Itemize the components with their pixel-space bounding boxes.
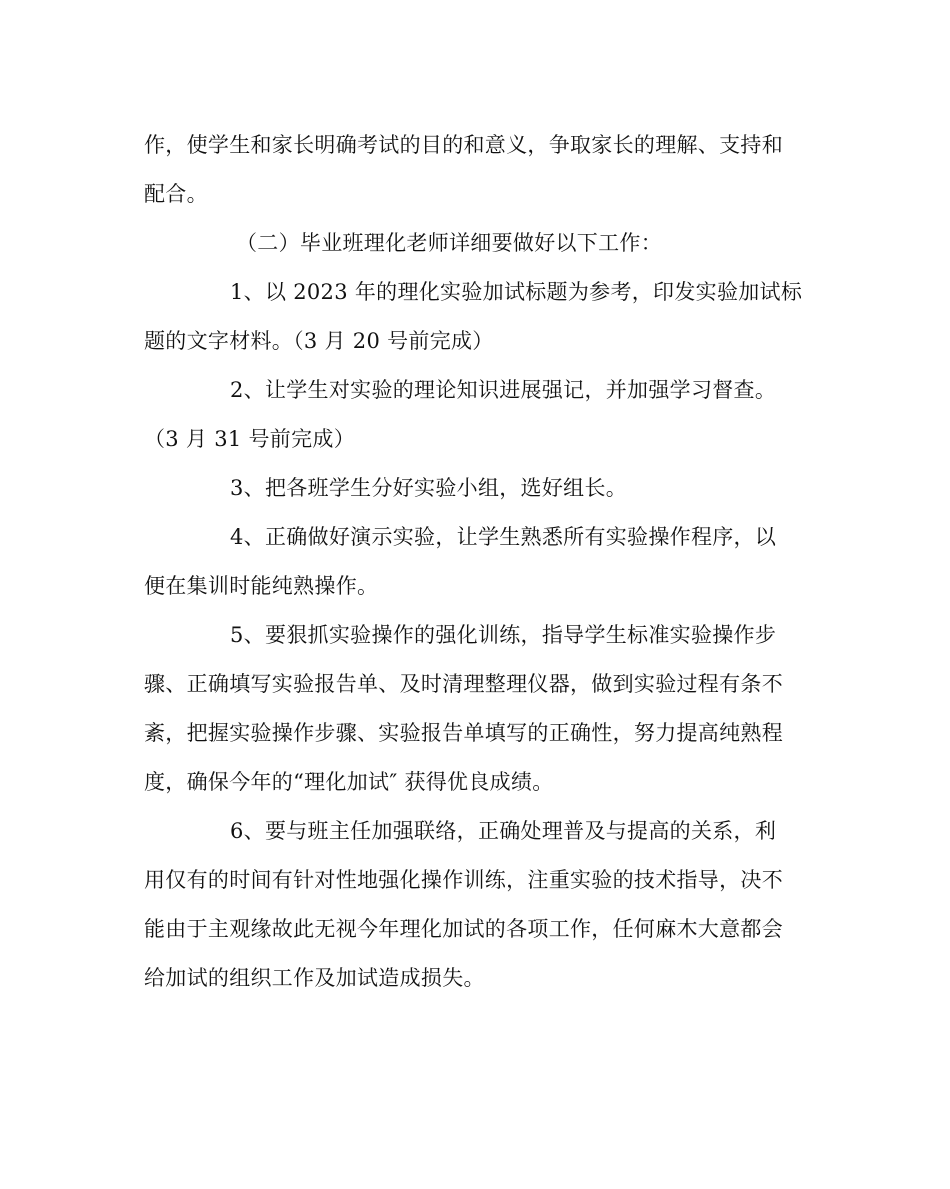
text-line: 便在集训时能纯熟操作。 (144, 574, 379, 598)
text-line: 用仅有的时间有针对性地强化操作训练，注重实验的技术指导，决不 (144, 868, 783, 892)
text-line: 题的文字材料。（3 月 20 号前完成） (144, 329, 494, 353)
text-line: 骤、正确填写实验报告单、及时清理整理仪器，做到实验过程有条不 (144, 672, 783, 696)
list-item-5-line: 5、要狠抓实验操作的强化训练，指导学生标准实验操作步 (230, 623, 777, 647)
text-line: 能由于主观缘故此无视今年理化加试的各项工作，任何麻木大意都会 (144, 917, 783, 941)
list-item-2-line: 2、让学生对实验的理论知识进展强记，并加强学习督查。 (230, 378, 777, 402)
text-line: 度，确保今年的“理化加试″ 获得优良成绩。 (144, 770, 554, 794)
section-heading: （二）毕业班理化老师详细要做好以下工作： (236, 231, 662, 255)
list-item-6-line: 6、要与班主任加强联络，正确处理普及与提高的关系，利 (230, 819, 777, 843)
list-item-3-line: 3、把各班学生分好实验小组，选好组长。 (230, 476, 628, 500)
text-line: 紊，把握实验操作步骤、实验报告单填写的正确性，努力提高纯熟程 (144, 721, 783, 745)
text-line: 作，使学生和家长明确考试的目的和意义，争取家长的理解、支持和 (144, 133, 783, 157)
text-line: （3 月 31 号前完成） (144, 427, 356, 451)
text-line: 给加试的组织工作及加试造成损失。 (144, 966, 485, 990)
list-item-4-line: 4、正确做好演示实验，让学生熟悉所有实验操作程序，以 (230, 525, 777, 549)
text-line: 配合。 (144, 182, 208, 206)
list-item-1-line: 1、以 2023 年的理化实验加试标题为参考，印发实验加试标 (230, 280, 803, 304)
